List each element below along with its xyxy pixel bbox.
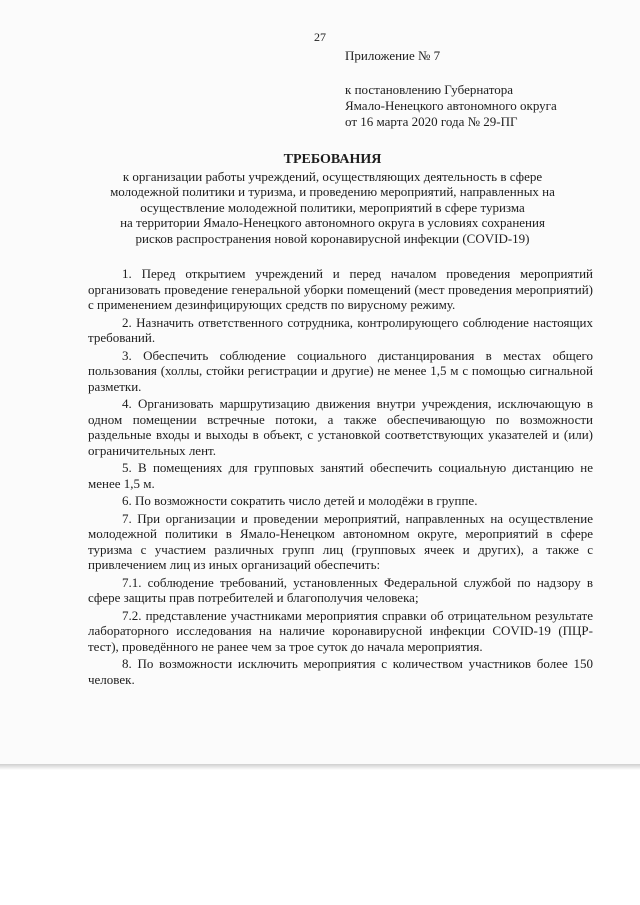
appendix-line: Ямало-Ненецкого автономного округа xyxy=(345,98,557,113)
title-line: к организации работы учреждений, осуществляющих деятельность в сфере xyxy=(122,168,543,184)
requirement-item: 7. При организации и проведении мероприятий, направленных на осуществление молодежной политики в Ямало-Ненецком автономном округе, мероприятий в сфере туризма с участием различных групп лиц (групповых ячеек и других), а также с привлечением лиц из иных организаций обеспечить: xyxy=(88,510,593,572)
requirement-item: 3. Обеспечить соблюдение социального дистанцирования в местах общего пользования (холлы, стойки регистрации и другие) не менее 1,5 м с помощью сигнальной разметки. xyxy=(88,347,593,394)
appendix-line: от 16 марта 2020 года № 29-ПГ xyxy=(345,114,518,129)
appendix-line: к постановлению Губернатора xyxy=(345,82,514,97)
title-line: рисков распространения новой коронавирусной инфекции (COVID-19) xyxy=(135,230,530,246)
requirement-subitem: 7.2. представление участниками мероприятия справки об отрицательном результате лабораторного исследования на наличие коронавирусной инфекции COVID-19 (ПЦР-тест), проведённого не ранее чем за трое суток до начала мероприятия. xyxy=(88,607,593,654)
scan-edge-shadow xyxy=(0,764,640,770)
document-title xyxy=(80,152,585,246)
requirement-item: 5. В помещениях для групповых занятий обеспечить социальную дистанцию не менее 1,5 м. xyxy=(88,460,593,491)
requirement-item: 1. Перед открытием учреждений и перед началом проведения мероприятий организовать проведение генеральной уборки помещений (мест проведения мероприятий) с применением дезинфицирующих средств по вирусному режиму. xyxy=(88,266,593,312)
requirement-subitem: 7.1. соблюдение требований, установленных Федеральной службой по надзору в сфере защиты прав потребителей и благополучия человека; xyxy=(88,574,593,605)
requirement-item: 2. Назначить ответственного сотрудника, контролирующего соблюдение настоящих требований. xyxy=(88,314,593,345)
title-line: молодежной политики и туризма, и проведению мероприятий, направленных на xyxy=(110,184,555,199)
requirement-item: 8. По возможности исключить мероприятия с количеством участников более 150 человек. xyxy=(88,656,593,687)
requirements-list xyxy=(88,266,593,689)
page-number: 27 xyxy=(314,30,326,44)
requirement-item: 6. По возможности сократить число детей и молодёжи в группе. xyxy=(122,493,478,508)
appendix-number: Приложение № 7 xyxy=(345,48,441,63)
requirement-item: 4. Организовать маршрутизацию движения внутри учреждения, исключающую в одном помещении встречные потоки, а также обеспечивающую по возможности раздельные входы и выходы в объект, с установкой соответствующих указателей и (или) ограничительных лент. xyxy=(88,396,593,458)
title-line: осуществление молодежной политики, мероприятий в сфере туризма xyxy=(140,199,525,215)
title-heading: ТРЕБОВАНИЯ xyxy=(283,152,382,167)
title-line: на территории Ямало-Ненецкого автономного округа в условиях сохранения xyxy=(120,215,545,230)
appendix-header xyxy=(345,48,615,130)
